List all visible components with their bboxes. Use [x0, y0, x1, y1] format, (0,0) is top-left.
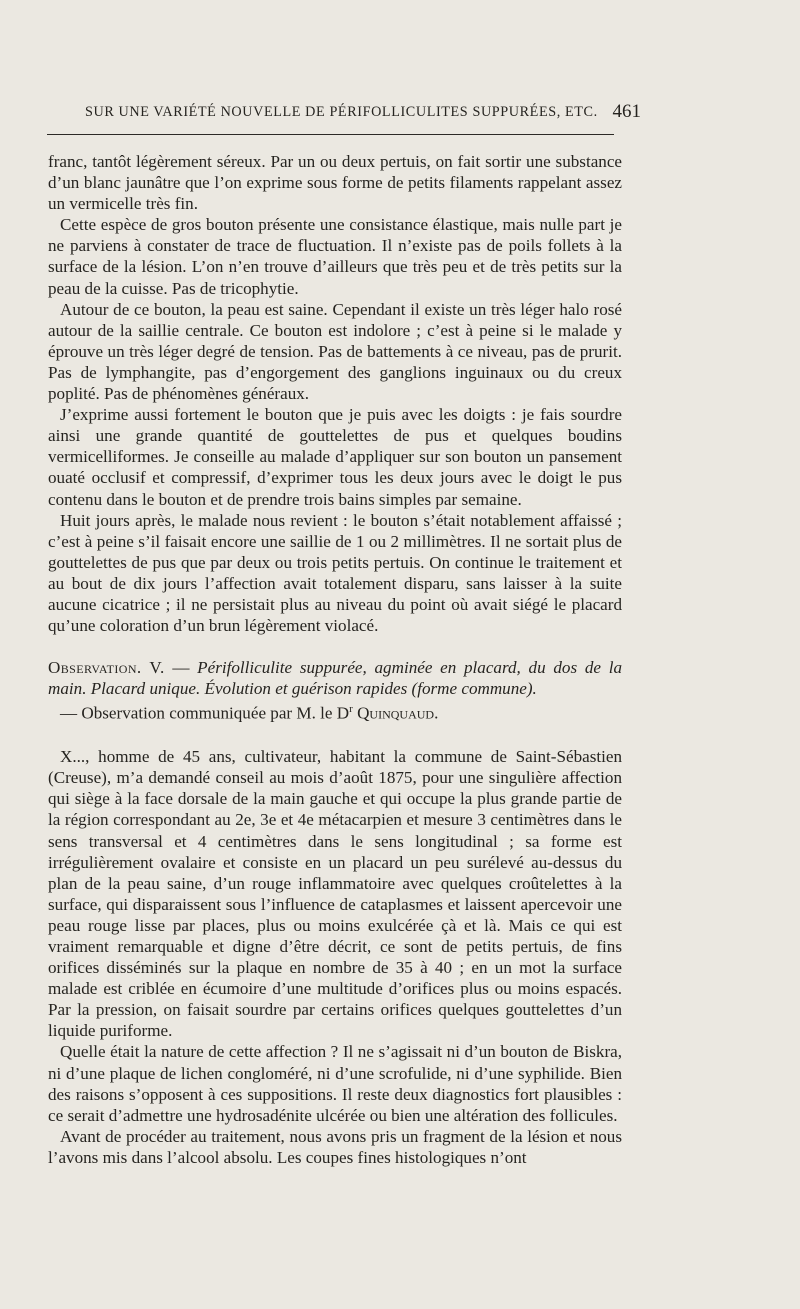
paragraph: J’exprime aussi fortement le bouton que je puis avec les doigts : je fais sourdre ainsi une grande quantité de gouttelettes de pus et quelques boudins vermicelliformes. Je conseille au malade d’appliquer sur son bouton un pansement ouaté occlusif et compressif, d’exprimer tous les deux jours avec le doigt le pus contenu dans le bouton et de prendre trois bains simples par semaine.: [48, 405, 622, 509]
running-title: SUR UNE VARIÉTÉ NOUVELLE DE PÉRIFOLLICULITES SUPPURÉES, ETC.: [85, 104, 598, 120]
observation-credit-superscript: r: [349, 703, 353, 716]
paragraph: X..., homme de 45 ans, cultivateur, habitant la commune de Saint-Sébastien (Creuse), m’a demandé conseil au mois d’août 1875, pour une singulière affection qui siège à la face dorsale de la main gauche et qui occupe la plus grande partie de la région correspondant au 2e, 3e et 4e métacarpien et mesure 3 centimètres dans le sens transversal et 4 centimètres dans le sens longitudinal ; sa forme est irrégulièrement ovalaire et consiste en un placard un peu surélevé au-dessus du plan de la peau saine, d’un rouge inflammatoire avec quelques croûtelettes à la surface, qui disparaissent sous l’influence de cataplasmes et laissent apercevoir une peau rouge lisse par places, plus ou moins exulcérée çà et là. Mais ce qui est vraiment remarquable et digne d’être décrit, ce sont de petits pertuis, de fins orifices disséminés sur la plaque en nombre de 35 à 40 ; en un mot la surface malade est criblée en écumoire d’une multitude d’orifices plus ou moins espacés. Par la pression, on faisait sourdre par certains orifices quelques gouttelettes d’un liquide puriforme.: [48, 747, 622, 1041]
observation-label: Observation. V.: [48, 658, 165, 678]
paragraph: Avant de procéder au traitement, nous avons pris un fragment de la lésion et nous l’avons mis dans l’alcool absolu. Les coupes fines histologiques n’ont: [48, 1126, 622, 1167]
observation-heading: [48, 657, 622, 724]
observation-credit: — Observation communiquée par M. le D: [60, 704, 350, 724]
paragraph: Cette espèce de gros bouton présente une consistance élastique, mais nulle part je ne parviens à constater de trace de fluctuation. Il n’existe pas de poils follets à la surface de la lésion. L’on n’en trouve d’ailleurs que très peu et de très petits sur la peau de la cuisse. Pas de tricophytie.: [48, 215, 622, 298]
paragraph: Quelle était la nature de cette affection ? Il ne s’agissait ni d’un bouton de Biskra, ni d’une plaque de lichen congloméré, ni d’une scrofulide, ni d’une syphilide. Bien des raisons s’opposent à ces suppositions. Il reste deux diagnostics fort plausibles : ce serait d’admettre une hydrosadénite ulcérée ou bien une altération des follicules.: [48, 1042, 622, 1125]
paragraph: franc, tantôt légèrement séreux. Par un ou deux pertuis, on fait sortir une substance d’un blanc jaunâtre que l’on exprime sous forme de petits filaments rappelant assez un vermicelle très fin.: [48, 152, 622, 214]
observation-author: Quinquaud.: [357, 704, 439, 724]
observation-dash: —: [164, 658, 198, 678]
page-body: [48, 151, 622, 1168]
observation-title: Périfolliculite suppurée, agminée en placard, du dos de la main. Placard unique. Évolution et guérison rapides (forme commune).: [48, 658, 622, 699]
header-rule: [47, 134, 614, 135]
paragraph: Huit jours après, le malade nous revient : le bouton s’était notablement affaissé ; c’est à peine s’il faisait encore une saillie de 1 ou 2 millimètres. Il ne sortait plus de gouttelettes de pus que par deux ou trois petits pertuis. On continue le traitement et au bout de dix jours l’affection avait totalement disparu, sans laisser à la suite aucune cicatrice ; il ne persistait plus au niveau du point où avait siégé le placard qu’une coloration d’un brun légèrement violacé.: [48, 510, 622, 636]
paragraph: Autour de ce bouton, la peau est saine. Cependant il existe un très léger halo rosé autour de la saillie centrale. Ce bouton est indolore ; c’est à peine si le malade y éprouve un très léger degré de tension. Pas de battements à ce niveau, pas de prurit. Pas de lymphangite, pas d’engorgement des ganglions inguinaux ou du creux poplité. Pas de phénomènes généraux.: [48, 299, 622, 404]
page-number: 461: [612, 101, 641, 122]
